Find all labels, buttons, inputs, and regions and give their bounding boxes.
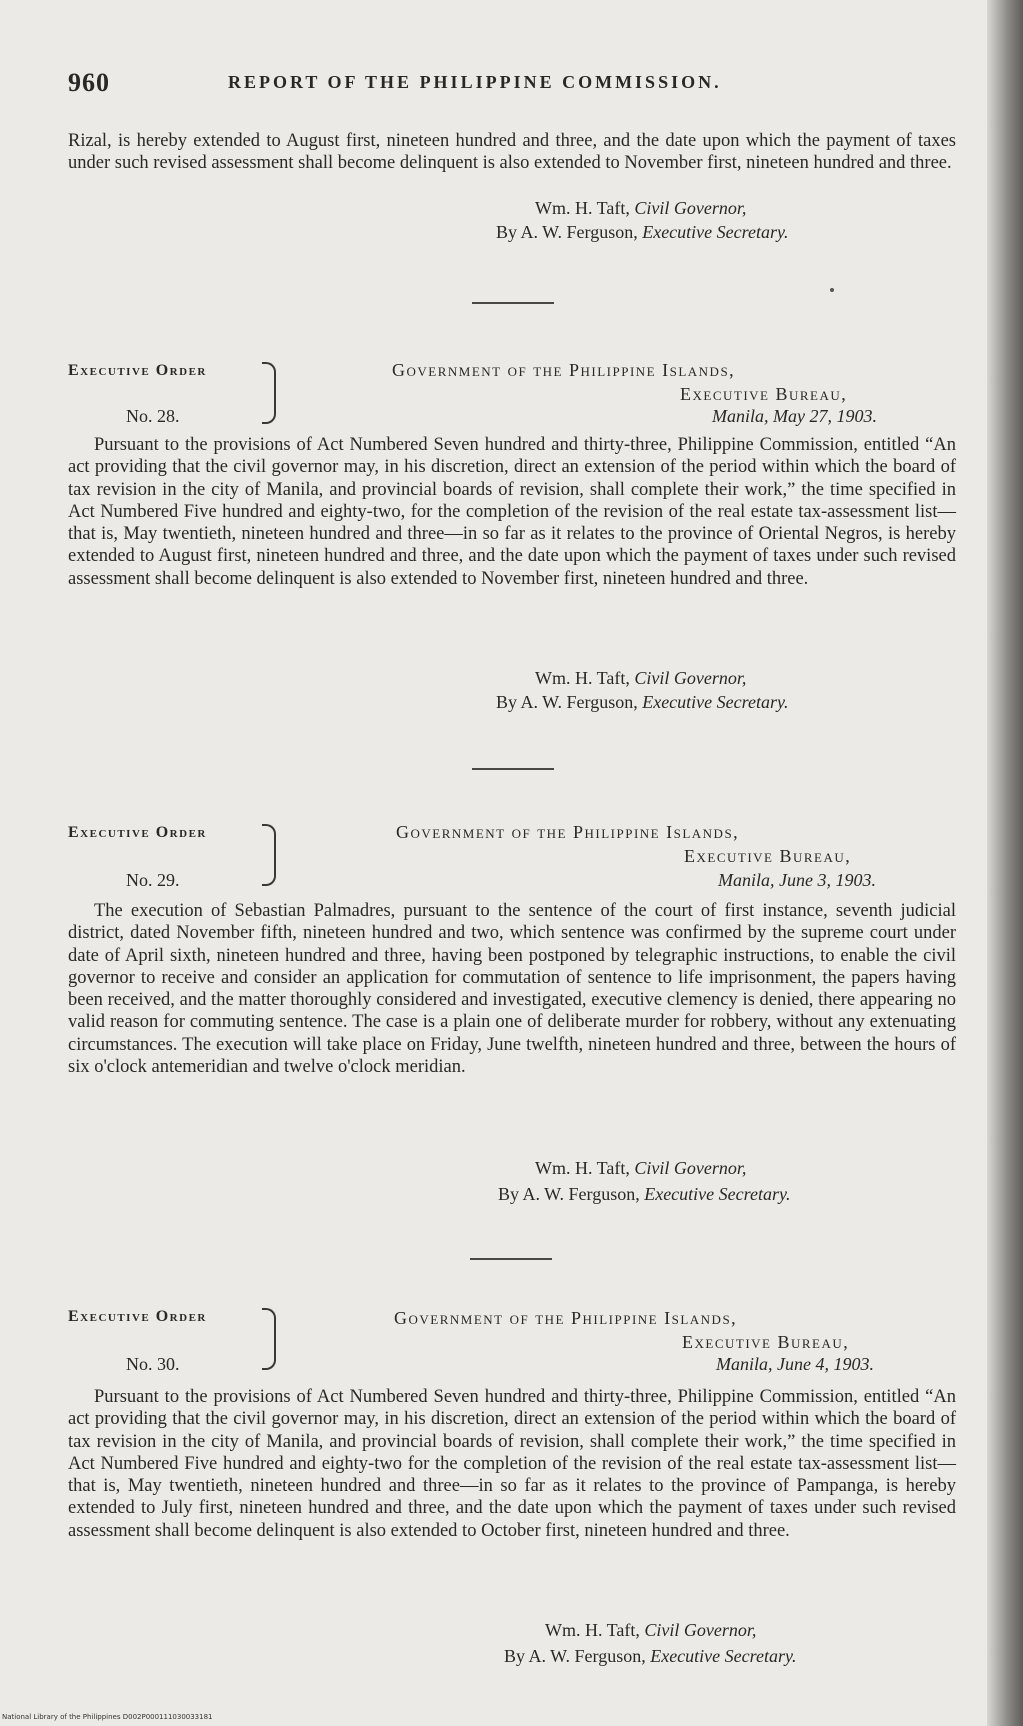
secretary-name: By A. W. Ferguson, [496, 222, 638, 242]
order-number: No. 28. [126, 406, 180, 426]
secretary-title: Executive Secretary. [642, 692, 789, 712]
place-date: Manila, June 4, 1903. [716, 1354, 874, 1374]
bureau-line: Executive Bureau, [682, 1332, 850, 1352]
intro-secretary [496, 222, 788, 243]
order-secretary [498, 1184, 790, 1205]
intro-signature [535, 198, 746, 219]
order-text: The execution of Sebastian Palmadres, pursuant to the sentence of the court of first instance, seventh judicial district, dated November fifth, nineteen hundred and two, which sentence was confirmed by the supreme court under date of April sixth, nineteen hundred and three, having been postponed by telegraphic instructions, to enable the civil governor to receive and consider an application for commutation of sentence to life imprisonment, the papers having been received, and the matter thoroughly considered and investigated, executive clemency is denied, there appearing no valid reason for commuting sentence. The case is a plain one of deliberate murder for robbery, without any extenuating circumstances. The execution will take place on Friday, June twelfth, nineteen hundred and three, between the hours of six o'clock antemeridian and twelve o'clock meridian. [68, 901, 956, 1078]
secretary-title: Executive Secretary. [642, 222, 789, 242]
brace [262, 1308, 276, 1370]
secretary-name: By A. W. Ferguson, [498, 1184, 640, 1204]
order-text: Pursuant to the provisions of Act Numbered Seven hundred and thirty-three, Philippine Commission, entitled “An act providing that the civil governor may, in his discretion, direct an extension of the period within which the board of tax revision in the city of Manila, and provincial boards of revision, shall complete their work,” the time specified in Act Numbered Five hundred and eighty-two for the completion of the revision of the real estate tax-assessment list—that is, May twentieth, nineteen hundred and three—in so far as it relates to the province of Pampanga, is hereby extended to July first, nineteen hundred and three, and the date upon which the payment of taxes under such revised assessment shall become delinquent is also extended to October first, nineteen hundred and three. [68, 1387, 956, 1541]
signer-name: Wm. H. Taft, [535, 668, 630, 688]
section-divider [470, 1258, 552, 1260]
order-number: No. 30. [126, 1354, 180, 1374]
section-divider [472, 768, 554, 770]
speck [830, 288, 834, 292]
order-label: Executive Order [68, 1308, 207, 1325]
order-text: Pursuant to the provisions of Act Numbered Seven hundred and thirty-three, Philippine Commission, entitled “An act providing that the civil governor may, in his discretion, direct an extension of the period within which the board of tax revision in the city of Manila, and provincial boards of revision, shall complete their work,” the time specified in Act Numbered Five hundred and eighty-two, for the completion of the revision of the real estate tax-assessment list—that is, May twentieth, nineteen hundred and three—in so far as it relates to the province of Oriental Negros, is hereby extended to August first, nineteen hundred and three, and the date upon which the payment of taxes under such revised assessment shall become delinquent is also extended to November first, nineteen hundred and three. [68, 435, 956, 589]
government-line: Government of the Philippine Islands, [394, 1308, 738, 1328]
order-number: No. 29. [126, 870, 180, 890]
bureau-line: Executive Bureau, [684, 846, 852, 866]
government-line: Government of the Philippine Islands, [396, 822, 740, 842]
government-line: Government of the Philippine Islands, [392, 360, 736, 380]
signer-name: Wm. H. Taft, [535, 198, 630, 218]
intro-paragraph: Rizal, is hereby extended to August first, nineteen hundred and three, and the date upon which the payment of taxes under such revised assessment shall become delinquent is also extended to November first, nineteen hundred and three. [68, 131, 956, 174]
running-head: REPORT OF THE PHILIPPINE COMMISSION. [228, 72, 722, 92]
order-label: Executive Order [68, 362, 207, 379]
signer-name: Wm. H. Taft, [545, 1620, 640, 1640]
secretary-title: Executive Secretary. [644, 1184, 791, 1204]
section-divider [472, 302, 554, 304]
bureau-line: Executive Bureau, [680, 384, 848, 404]
brace [262, 824, 276, 886]
order-secretary [496, 692, 788, 713]
place-date: Manila, June 3, 1903. [718, 870, 876, 890]
scan-footer: National Library of the Philippines D002P000111030033181 [2, 1713, 213, 1721]
signer-title: Civil Governor, [634, 1158, 747, 1178]
order-signature [545, 1620, 756, 1641]
page-header [68, 68, 968, 102]
order-signature [535, 1158, 746, 1179]
page-gutter-shadow [987, 0, 1023, 1726]
secretary-title: Executive Secretary. [650, 1646, 797, 1666]
secretary-name: By A. W. Ferguson, [496, 692, 638, 712]
order-secretary [504, 1646, 796, 1667]
place-date: Manila, May 27, 1903. [712, 406, 877, 426]
secretary-name: By A. W. Ferguson, [504, 1646, 646, 1666]
signer-title: Civil Governor, [634, 668, 747, 688]
signer-title: Civil Governor, [644, 1620, 757, 1640]
brace [262, 362, 276, 424]
page-number: 960 [68, 68, 110, 97]
order-label: Executive Order [68, 824, 207, 841]
signer-name: Wm. H. Taft, [535, 1158, 630, 1178]
signer-title: Civil Governor, [634, 198, 747, 218]
order-signature [535, 668, 746, 689]
